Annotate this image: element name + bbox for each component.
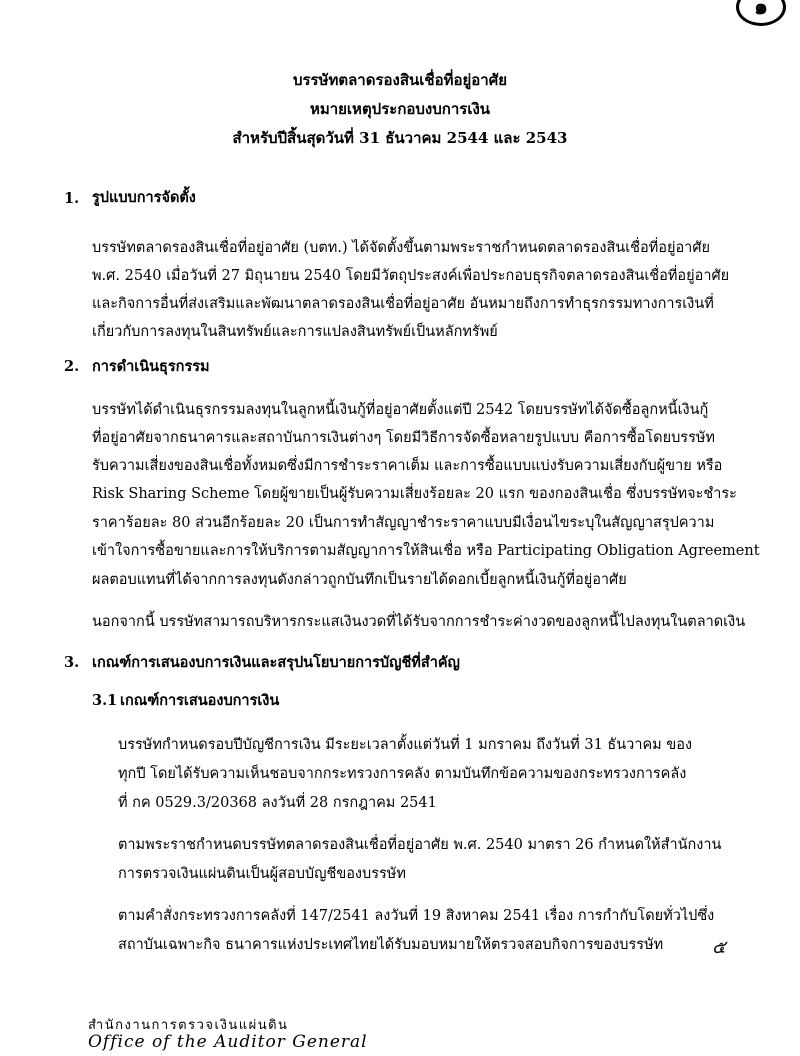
section-3-1-title: เกณฑ์การเสนองบการเงิน [120, 692, 280, 709]
company-title: บรรษัทตลาดรองสินเชื่อที่อยู่อาศัย [292, 71, 508, 89]
page-number: ๕ [712, 937, 726, 958]
section-3-1-line: สถาบันเฉพาะกิจ ธนาคารแห่งประเทศไทยได้รับมอบหมายให้ตรวจสอบกิจการของบรรษัท [118, 937, 664, 953]
section-1-line: บรรษัทตลาดรองสินเชื่อที่อยู่อาศัย (บตท.) ได้จัดตั้งขึ้นตามพระราชกำหนดตลาดรองสินเชื่อที่อยู่อาศัย [92, 240, 711, 256]
section-1-line: และกิจการอื่นที่ส่งเสริมและพัฒนาตลาดรองสินเชื่อที่อยู่อาศัย อันหมายถึงการทำธุรกรรมทางการเงินที่ [92, 296, 714, 312]
section-1-line: เกี่ยวกับการลงทุนในสินทรัพย์และการแปลงสินทรัพย์เป็นหลักทรัพย์ [92, 324, 498, 340]
section-2-line: รับความเสี่ยงของสินเชื่อทั้งหมดซึ่งมีการชำระราคาเต็ม และการซื้อแบบแบ่งรับความเสี่ยงกับผู้ขาย หรือ [92, 458, 723, 474]
reporting-period: สำหรับปีสิ้นสุดวันที่ 31 ธันวาคม 2544 และ 2543 [232, 129, 568, 147]
section-1-title: รูปแบบการจัดตั้ง [92, 189, 196, 206]
section-3-1-line: บรรษัทกำหนดรอบปีบัญชีการเงิน มีระยะเวลาตั้งแต่วันที่ 1 มกราคม ถึงวันที่ 31 ธันวาคม ของ [118, 737, 693, 753]
section-3-1-number: 3.1 [92, 692, 118, 709]
section-2-line: ผลตอบแทนที่ได้จากการลงทุนดังกล่าวถูกบันทึกเป็นรายได้ดอกเบี้ยลูกหนี้เงินกู้ที่อยู่อาศัย [92, 572, 627, 588]
section-3-1-line: ตามคำสั่งกระทรวงการคลังที่ 147/2541 ลงวันที่ 19 สิงหาคม 2541 เรื่อง การกำกับโดยทั่วไปซึ่ง [118, 908, 715, 924]
section-2-number: 2. [64, 358, 80, 375]
footer-organization-thai: สำนักงานการตรวจเงินแผ่นดิน [88, 1018, 289, 1033]
page-mark-stamp: ๑ [736, 0, 786, 26]
section-2-extra-paragraph: นอกจากนี้ บรรษัทสามารถบริหารกระแสเงินงวดที่ได้รับจากการชำระค่างวดของลูกหนี้ไปลงทุนในตลาดเงิน [92, 614, 746, 630]
section-2-line: เข้าใจการซื้อขายและการให้บริการตามสัญญาการให้สินเชื่อ หรือ Participating Obligation Agreement [92, 543, 760, 559]
section-2-title: การดำเนินธุรกรรม [92, 358, 210, 375]
section-3-1-line: ที่ กค 0529.3/20368 ลงวันที่ 28 กรกฎาคม 2541 [118, 795, 437, 811]
section-3-number: 3. [64, 654, 80, 671]
document-subtitle: หมายเหตุประกอบงบการเงิน [309, 100, 491, 118]
section-2-line: ราคาร้อยละ 80 ส่วนอีกร้อยละ 20 เป็นการทำสัญญาชำระราคาแบบมีเงื่อนไขระบุในสัญญาสรุปความ [92, 515, 715, 531]
section-2-line: บรรษัทได้ดำเนินธุรกรรมลงทุนในลูกหนี้เงินกู้ที่อยู่อาศัยตั้งแต่ปี 2542 โดยบรรษัทได้จัดซื้อลูกหนี้เงินกู้ [92, 402, 709, 418]
section-1-number: 1. [64, 190, 80, 207]
section-3-title: เกณฑ์การเสนองบการเงินและสรุปนโยบายการบัญชีที่สำคัญ [92, 654, 460, 671]
section-1-line: พ.ศ. 2540 เมื่อวันที่ 27 มิถุนายน 2540 โดยมีวัตถุประสงค์เพื่อประกอบธุรกิจตลาดรองสินเชื่อที่อยู่อาศัย [92, 268, 730, 284]
section-2-line: Risk Sharing Scheme โดยผู้ขายเป็นผู้รับความเสี่ยงร้อยละ 20 แรก ของกองสินเชื่อ ซึ่งบรรษัทจะชำระ [92, 486, 737, 502]
section-3-1-line: การตรวจเงินแผ่นดินเป็นผู้สอบบัญชีของบรรษัท [118, 866, 406, 882]
section-3-1-line: ทุกปี โดยได้รับความเห็นชอบจากกระทรวงการคลัง ตามบันทึกข้อความของกระทรวงการคลัง [118, 766, 687, 782]
section-2-line: ที่อยู่อาศัยจากธนาคารและสถาบันการเงินต่างๆ โดยมีวิธีการจัดซื้อหลายรูปแบบ คือการซื้อโดยบรรษัท [92, 430, 715, 446]
section-3-1-line: ตามพระราชกำหนดบรรษัทตลาดรองสินเชื่อที่อยู่อาศัย พ.ศ. 2540 มาตรา 26 กำหนดให้สำนักงาน [118, 837, 722, 853]
footer-organization-english: Office of the Auditor General [88, 1032, 368, 1052]
